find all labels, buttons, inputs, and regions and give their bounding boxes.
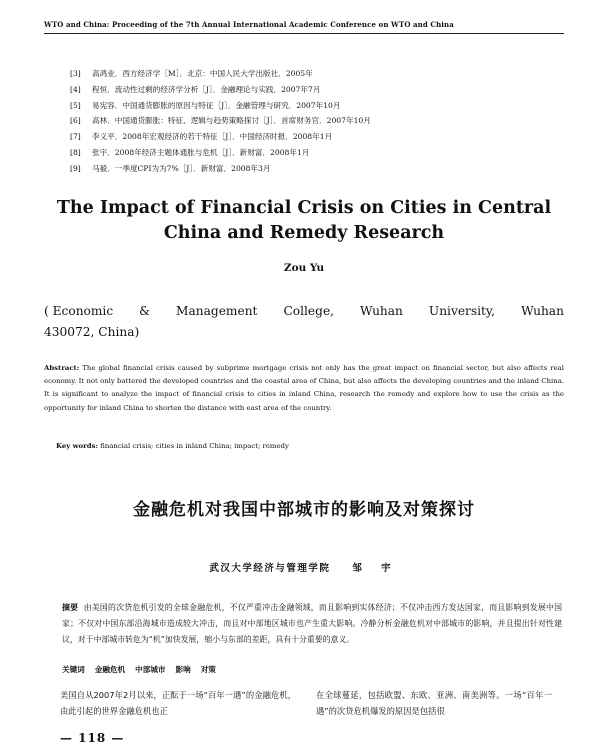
keyword-zh: 中部城市: [135, 665, 166, 674]
reference-number: [4]: [70, 84, 81, 94]
body-column-left: 美国自从2007年2月以来，正酝于一场“百年一遇”的金融危机，由此引起的世界金融危机也正: [60, 690, 296, 716]
reference-number: [3]: [70, 69, 81, 78]
keywords-zh: [62, 664, 562, 675]
reference-number: [8]: [70, 147, 81, 157]
affiliation-word: &: [139, 304, 151, 318]
abstract-label-en: Abstract:: [44, 364, 80, 372]
affiliation-zh: [44, 560, 564, 574]
institution-zh: 武汉大学经济与管理学院: [209, 563, 331, 574]
keyword-zh: 对策: [200, 665, 216, 674]
reference-text: 易宪容．中国通货膨胀的原因与特征［J］．金融管理与研究．2007年10月: [92, 100, 341, 110]
reference-item: [70, 66, 570, 82]
reference-text: 马毅．一季度CPI为为7%［J］．新财富．2008年3月: [92, 163, 271, 173]
reference-text: 高鸿业．西方经济学［M］．北京：中国人民大学出版社．2005年: [92, 69, 313, 78]
reference-item: [70, 82, 570, 98]
affiliation-line: [44, 301, 564, 322]
affiliation-word: University,: [428, 304, 496, 318]
keywords-text-en: financial crisis; cities in inland China; impact; remedy: [100, 442, 289, 450]
reference-item: [70, 113, 570, 129]
running-head: WTO and China: Proceeding of the 7th Annual International Academic Conference on WTO and China: [44, 20, 454, 29]
keywords-label-en: Key words:: [56, 442, 99, 450]
affiliation-line: 430072, China): [44, 325, 140, 339]
reference-item: [70, 98, 570, 114]
body-column-right: 在全球蔓延，包括欧盟、东欧、亚洲、南美洲等。一场“百年一遇”的次贷危机爆发的原因是包括很: [316, 690, 552, 716]
keyword-zh: 金融危机: [94, 665, 126, 674]
header-rule: [44, 33, 564, 34]
affiliation-word: College,: [283, 304, 335, 318]
paper-title-zh: 金融危机对我国中部城市的影响及对策探讨: [133, 500, 475, 520]
author-name-zh: 邹 宇: [352, 563, 399, 574]
affiliation-word: Management: [176, 304, 258, 318]
abstract-text-en: The global financial crisis caused by subprime mortgage crisis not only has the great impact on financial sector, but also affects real economy. It not only battered the developed countries and the coastal area of China, but also affects the developing countries and the inland China. It is significant to analyze the impact of financial crisis to cities in inland China, research the remedy and explore how to use the crisis as the opportunity for inland China to shorten the distance with east area of the country.: [44, 364, 564, 412]
reference-text: 高林．中国通货膨胀：特征、逻辑与趋势策略探讨［J］．首席财务官．2007年10月: [92, 116, 371, 126]
keywords-en: [56, 442, 556, 450]
reference-number: [5]: [70, 100, 81, 110]
abstract-zh: [62, 600, 562, 647]
affiliation-word: Wuhan: [521, 304, 564, 318]
reference-item: [70, 161, 570, 177]
affiliation-en: [44, 301, 564, 343]
paper-title-en: The Impact of Financial Crisis on Cities in Central China and Remedy Research: [56, 198, 552, 243]
reference-list: [70, 66, 570, 177]
abstract-text-zh: 由美国的次贷危机引发的全球金融危机，不仅严重冲击金融领域，而且影响到实体经济；不仅冲击西方发达国家，而且影响到发展中国家；不仅对中国东部沿海城市造成较大冲击，而且对中部地区城市也产生重大影响。冷静分析金融危机对中部城市的影响，并且提出针对性建议，对于中部城市转危为“机”加快发展，缩小与东部的差距，具有十分重要的意义。: [62, 603, 562, 644]
reference-number: [6]: [70, 116, 81, 126]
affiliation-word: ( Economic: [44, 304, 114, 318]
reference-text: 李义平．2008年宏观经济的若干特征［J］．中国经济时报．2008年1月: [92, 132, 333, 142]
abstract-label-zh: 摘要: [62, 603, 79, 612]
reference-text: 张宇．2008年经济主题体通胀与危机［J］．新财富．2008年1月: [92, 147, 310, 157]
abstract-en: [44, 362, 564, 415]
affiliation-word: Wuhan: [360, 304, 403, 318]
author-name-en: Zou Yu: [283, 262, 325, 274]
page-number: — 118 —: [60, 731, 125, 745]
reference-item: [70, 145, 570, 161]
reference-number: [7]: [70, 132, 81, 142]
reference-text: 程恒．流动性过剩的经济学分析［J］．金融理论与实践．2007年7月: [92, 84, 321, 94]
keywords-label-zh: 关键词: [62, 665, 85, 674]
reference-item: [70, 129, 570, 145]
reference-number: [9]: [70, 163, 81, 173]
keyword-zh: 影响: [175, 665, 191, 674]
